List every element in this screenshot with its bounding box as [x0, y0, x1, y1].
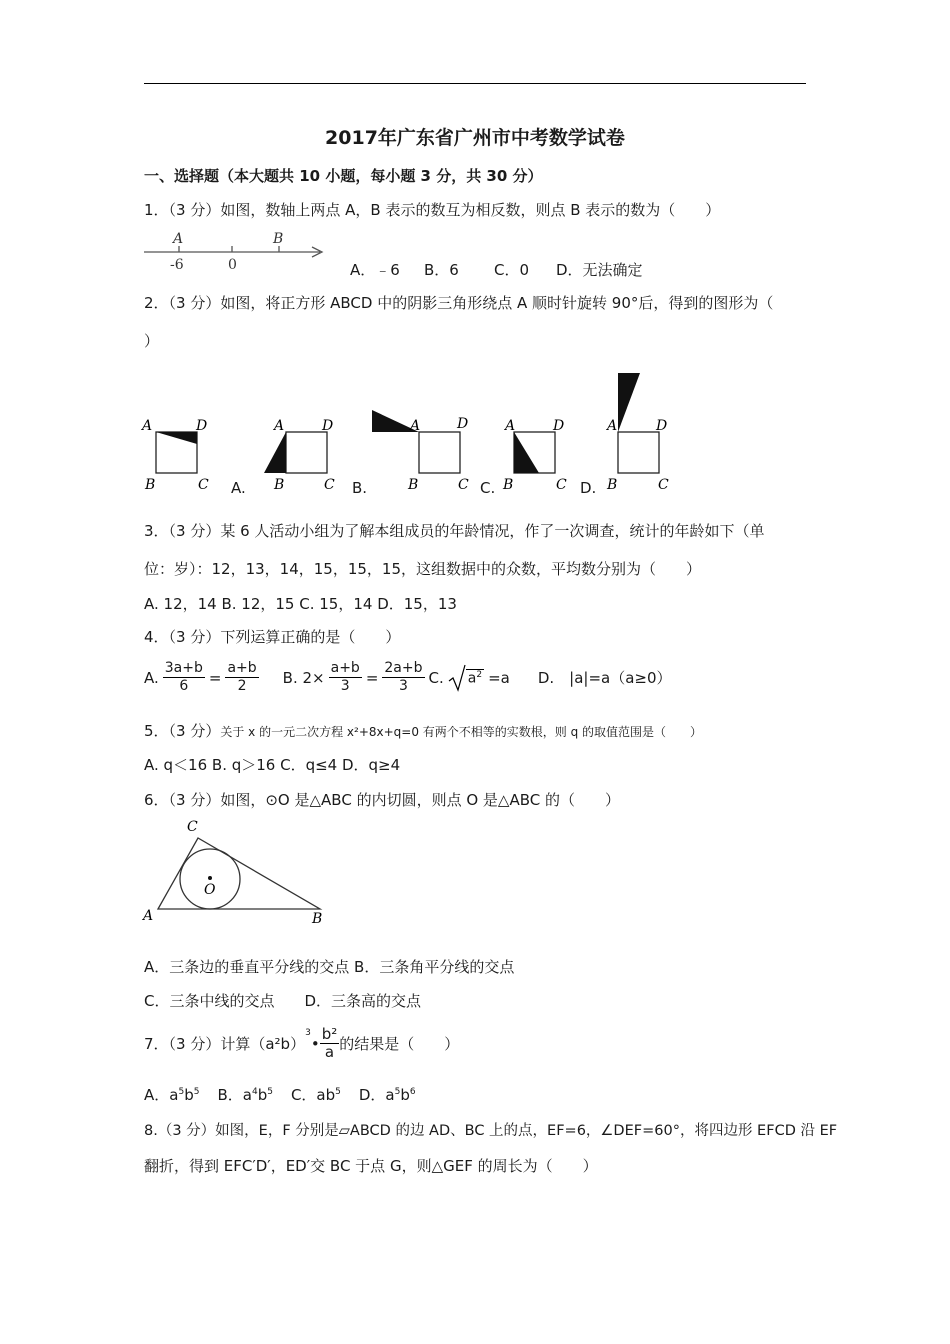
vertex-c-label: C	[187, 819, 198, 835]
question-3-stem-line1: 3．（3 分）某 6 人活动小组为了解本组成员的年龄情况，作了一次调查，统计的年龄如下（单	[144, 522, 765, 540]
vertex-a-label: A	[274, 418, 285, 434]
option-c: C．$ab^5$	[290, 1086, 341, 1104]
vertex-b-label: B	[408, 477, 419, 493]
tick-label-neg6: -6	[170, 257, 184, 273]
question-5-stem: 5．（3 分）关于 x 的一元二次方程 x²+8x+q=0 有两个不相等的实数根，则 q 的取值范围是（ ）	[144, 722, 703, 740]
option-c-figure	[500, 412, 575, 494]
fraction: $\frac{3a+b}{6}$	[164, 660, 203, 694]
question-5-options: A. q＜16 B. q＞16 C．q≤4 D．q≥4	[144, 756, 401, 774]
vertex-c-label: C	[324, 477, 335, 493]
vertex-d-label: D	[656, 418, 668, 434]
vertex-c-label: C	[458, 477, 469, 493]
fraction: $\frac{2a+b}{3}$	[384, 660, 423, 694]
vertex-a-label: A	[143, 908, 154, 924]
point-a-label: A	[173, 231, 184, 247]
question-2-stem-end: ）	[144, 332, 160, 350]
vertex-b-label: B	[607, 477, 618, 493]
fraction: $\frac{a+b}{2}$	[227, 660, 257, 694]
sqrt-sign-icon	[448, 663, 466, 693]
radicand: $a^2$	[467, 669, 483, 687]
header-rule	[144, 83, 806, 84]
option-a: A．$a^5b^5$	[144, 1086, 200, 1104]
vertex-c-label: C	[198, 477, 209, 493]
option-a: A．﹣6	[350, 261, 400, 279]
question-8-stem-line2: 翻折，得到 EFC′D′，ED′交 BC 于点 G，则△GEF 的周长为（ ）	[144, 1157, 598, 1175]
square-abcd-figure	[140, 412, 215, 494]
option-d-figure	[603, 368, 673, 494]
option-c: C.	[480, 479, 496, 497]
option-b: B.	[352, 479, 368, 497]
option-d: D．$a^5b^6$	[358, 1086, 416, 1104]
vertex-c-label: C	[658, 477, 669, 493]
option-a-label: A.	[144, 668, 159, 687]
question-2-stem: 2．（3 分）如图，将正方形 ABCD 中的阴影三角形绕点 A 顺时针旋转 90°后，得到的图形为（	[144, 294, 774, 312]
vertex-a-label: A	[505, 418, 516, 434]
tick-label-0: 0	[228, 257, 237, 273]
vertex-d-label: D	[457, 416, 469, 432]
vertex-a-label: A	[142, 418, 153, 434]
vertex-b-label: B	[503, 477, 514, 493]
vertex-d-label: D	[553, 418, 565, 434]
question-6-options-line2: C．三条中线的交点 D．三条高的交点	[144, 992, 422, 1010]
option-c: C．0	[494, 261, 530, 279]
triangle-incircle-figure	[140, 814, 330, 928]
option-d: D.	[580, 479, 597, 497]
vertex-d-label: D	[196, 418, 208, 434]
question-6-options-line1: A．三条边的垂直平分线的交点 B．三条角平分线的交点	[144, 958, 515, 976]
option-b: B．$a^4b^5$	[217, 1086, 273, 1104]
option-b-figure	[368, 406, 476, 494]
option-d: D．无法确定	[556, 261, 643, 279]
question-7-options	[144, 1084, 416, 1105]
fraction: $\frac{a+b}{3}$	[330, 660, 360, 694]
vertex-b-label: B	[145, 477, 156, 493]
question-3-stem-line2: 位：岁）：12，13，14，15，15，15，这组数据中的众数，平均数分别为（ ）	[144, 560, 702, 578]
vertex-d-label: D	[322, 418, 334, 434]
option-a: A.	[231, 479, 246, 497]
fraction: $\frac{\text{b²}}{a}$	[321, 1025, 338, 1061]
option-b: B．6	[424, 261, 459, 279]
option-d: D. |a|=a（a≥0）	[537, 669, 672, 687]
option-a-figure	[260, 412, 340, 494]
option-c-label: C.	[428, 668, 444, 687]
vertex-b-label: B	[312, 911, 323, 927]
question-4-options: A. $\frac{3a+b}{6}$ = $\frac{a+b}{2}$ B. 2× $\frac{a+b}{3}$ = $\frac{2a+b}{3}$ C. $a^2$ =a D. |a|=a（a≥0）	[144, 660, 672, 694]
question-8-stem-line1: 8.（3 分）如图，E，F 分别是▱ABCD 的边 AD、BC 上的点，EF=6，∠DEF=60°，将四边形 EFCD 沿 EF	[144, 1123, 838, 1139]
question-7-stem: 7．（3 分）计算（a²b） $^3$ • $\frac{\text{b²}}{a}$ 的结果是（ ）	[144, 1025, 460, 1061]
vertex-b-label: B	[274, 477, 285, 493]
section-heading: 一、选择题（本大题共 10 小题，每小题 3 分，共 30 分）	[144, 167, 543, 185]
vertex-c-label: C	[556, 477, 567, 493]
question-6-stem: 6．（3 分）如图，⊙O 是△ABC 的内切圆，则点 O 是△ABC 的（ ）	[144, 791, 620, 809]
question-4-stem: 4．（3 分）下列运算正确的是（ ）	[144, 628, 401, 646]
point-b-label: B	[273, 231, 284, 247]
number-line-figure	[140, 226, 330, 274]
vertex-a-label: A	[607, 418, 618, 434]
option-b-label: B. 2×	[282, 668, 325, 687]
page-title: 2017年广东省广州市中考数学试卷	[325, 127, 625, 149]
question-1-stem: 1．（3 分）如图，数轴上两点 A，B 表示的数互为相反数，则点 B 表示的数为（ ）	[144, 201, 721, 219]
question-3-options: A. 12，14 B. 12，15 C. 15，14 D．15，13	[144, 595, 457, 613]
vertex-a-label: A	[410, 418, 421, 434]
center-o-label: O	[204, 882, 216, 898]
